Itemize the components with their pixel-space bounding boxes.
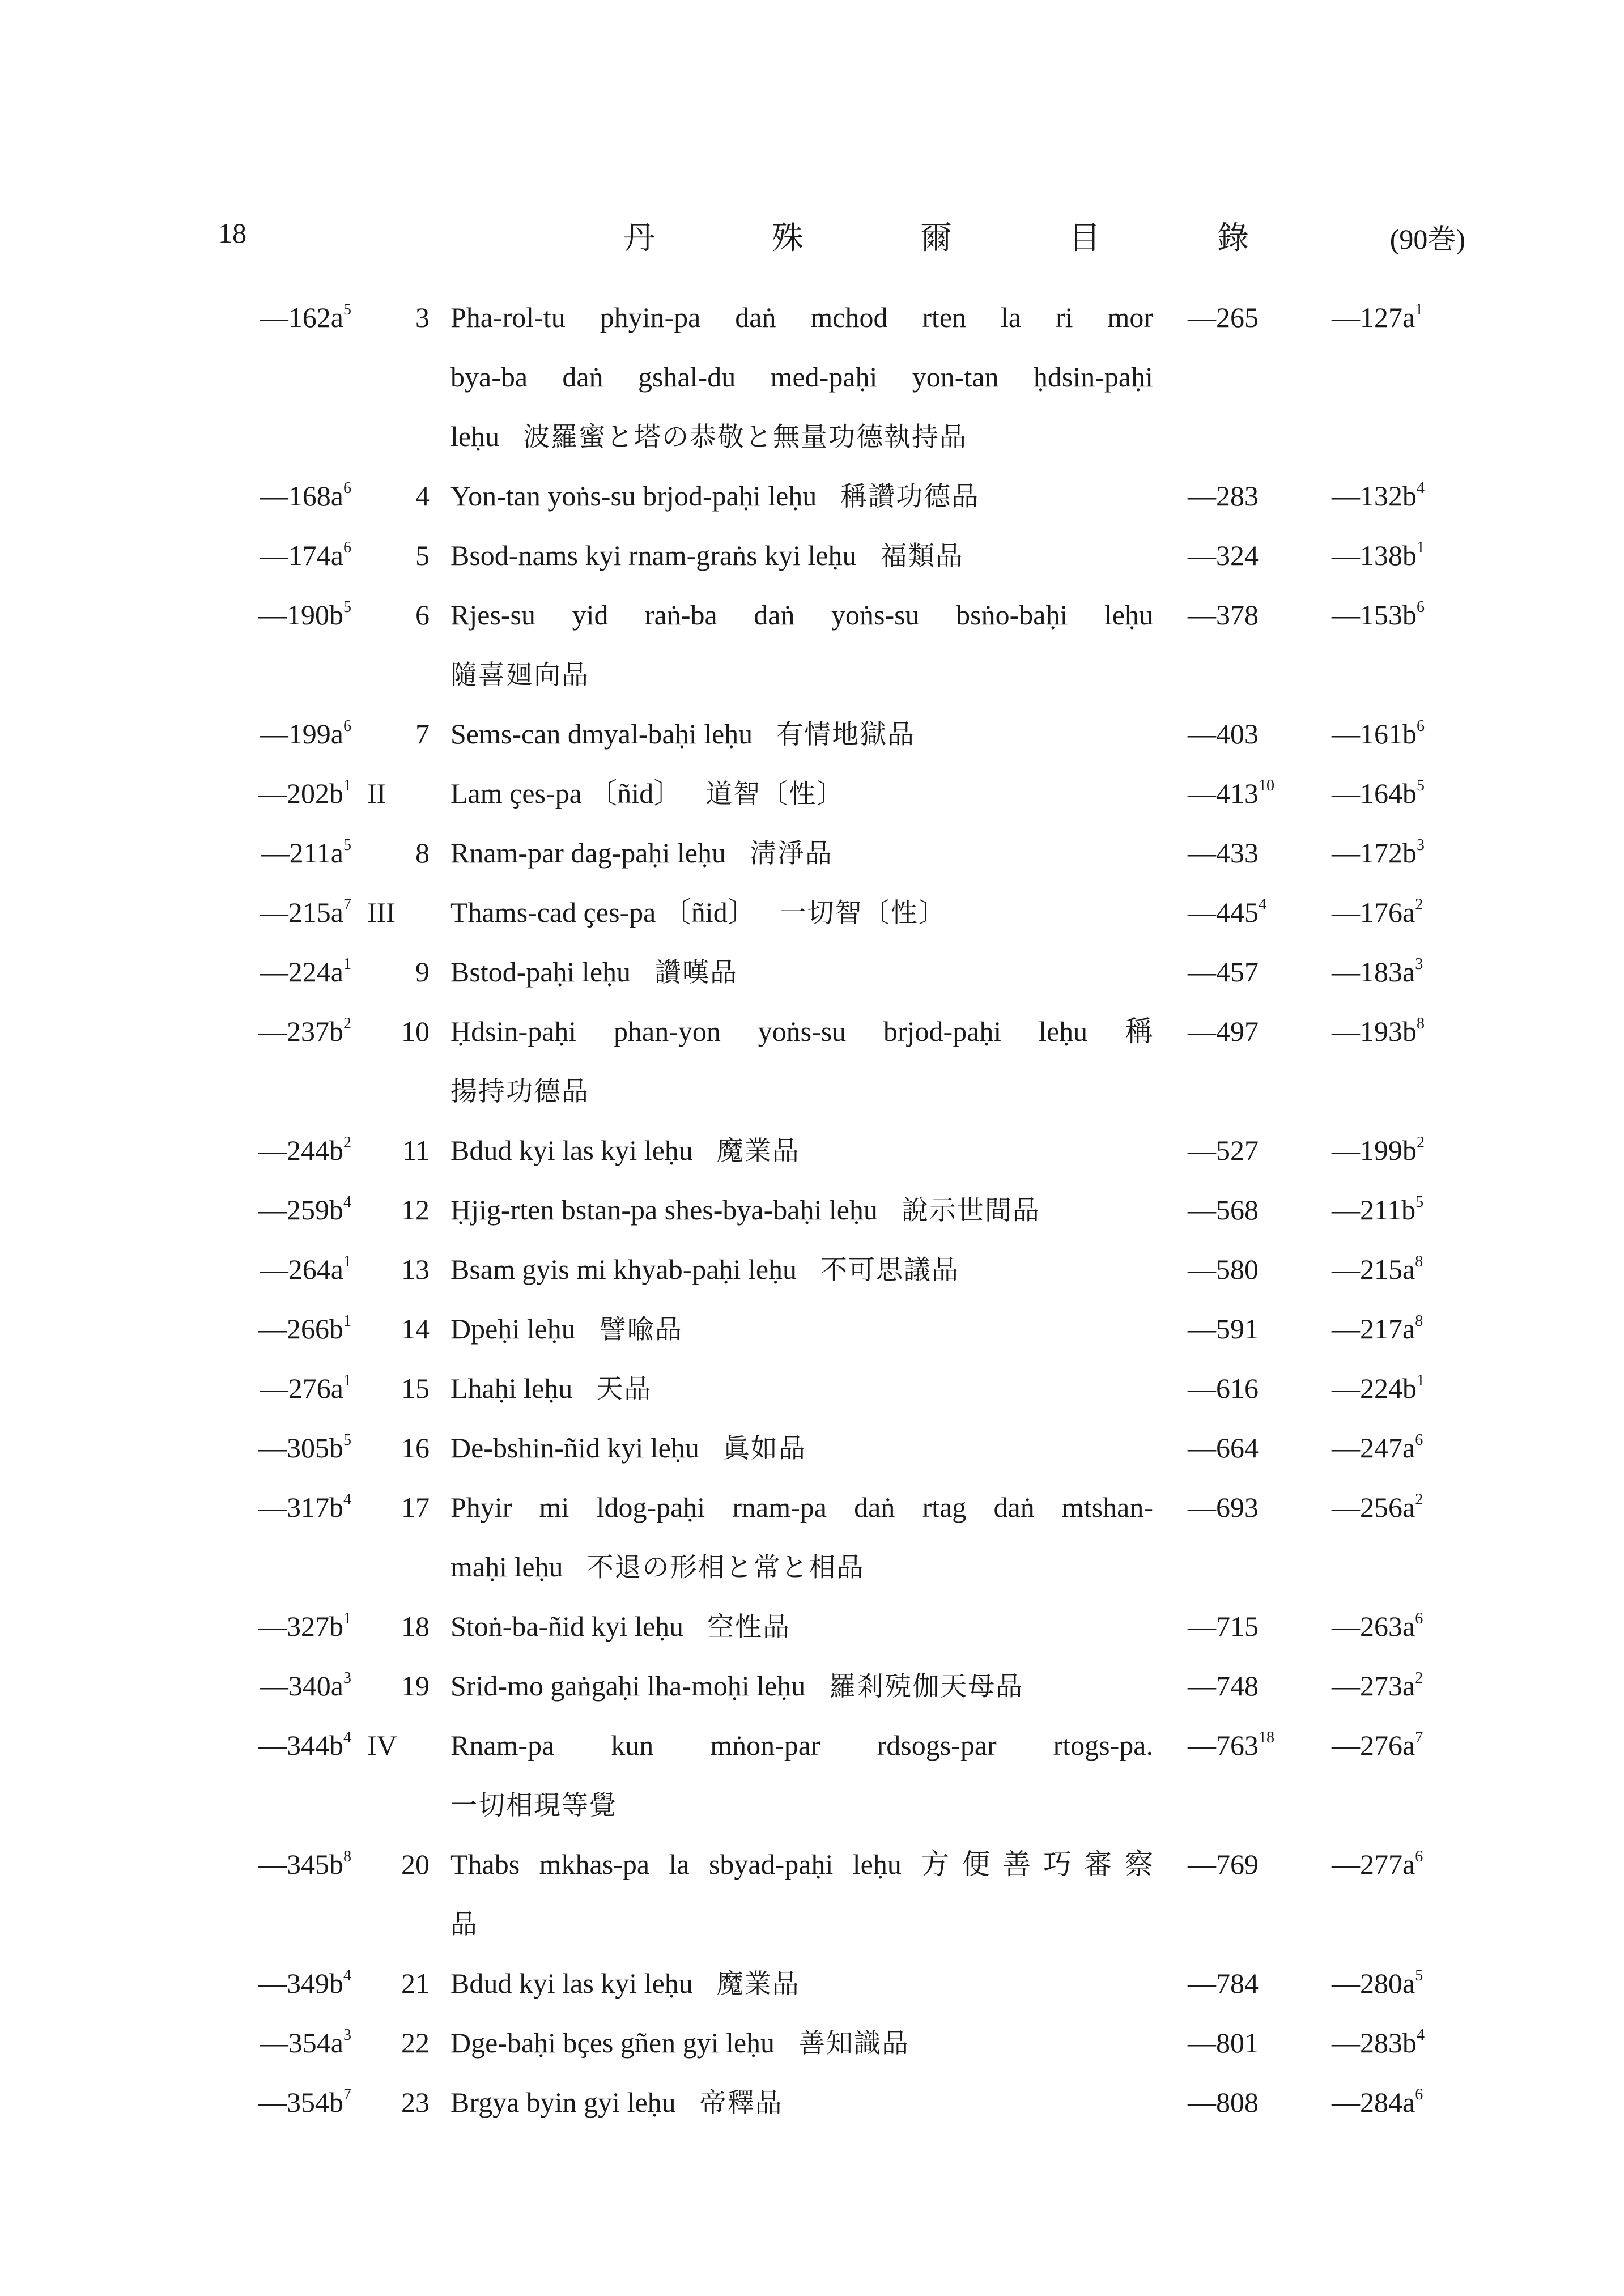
catalog-entry (0, 704, 1624, 764)
folio-reference: $—305b^5$ (258, 1431, 351, 1464)
chapter-title (450, 466, 1153, 526)
folio-reference: $—340a^3$ (260, 1669, 351, 1702)
chapter-number: 21 (401, 1967, 430, 1999)
japanese-title: 福類品 (880, 541, 964, 572)
title-line: Phyir mi ldog-paḥi rnam-pa daṅ rtag daṅ mtshan- (450, 1491, 1153, 1523)
superscript: 4 (1259, 896, 1266, 913)
superscript: 6 (1415, 1610, 1423, 1627)
title-line: Bstod-paḥi leḥu 讚嘆品 (450, 956, 738, 988)
page-reference: —378 (1188, 599, 1259, 631)
superscript: 2 (1415, 1491, 1423, 1508)
chapter-number: 17 (401, 1491, 430, 1523)
japanese-title: 波羅蜜と塔の恭敬と無量功德執持品 (523, 422, 968, 453)
title-line (450, 1061, 1153, 1121)
japanese-title: 有情地獄品 (776, 719, 916, 750)
superscript: 6 (1417, 717, 1425, 735)
folio-reference: $—199a^6$ (260, 717, 351, 750)
title-line: Rnam-pa kun mṅon-par rdsogs-par rtogs-pa. (450, 1729, 1153, 1761)
superscript: 8 (1415, 1312, 1423, 1330)
chapter-title (450, 526, 1153, 585)
chapter-number: 4 (415, 480, 430, 512)
title-line: Pha-rol-tu phyin-pa daṅ mchod rten la ri mor (450, 301, 1153, 333)
japanese-title: 魔業品 (716, 1968, 800, 2000)
superscript: 3 (343, 2026, 351, 2044)
superscript: 2 (1417, 1134, 1425, 1151)
page-reference: —283 (1188, 480, 1259, 512)
title-line: Bdud kyi las kyi leḥu 魔業品 (450, 1967, 800, 2000)
japanese-title: 空性品 (707, 1612, 791, 1643)
superscript: 3 (1417, 836, 1425, 854)
chapter-number: 23 (401, 2086, 430, 2118)
superscript: 1 (343, 955, 351, 973)
folio-reference: $—354a^3$ (260, 2026, 351, 2059)
page-reference: —808 (1188, 2086, 1259, 2118)
superscript: 4 (1417, 2026, 1425, 2044)
volume-label: (90巻) (1389, 223, 1465, 255)
folio-end-reference: $—138b^1$ (1332, 539, 1425, 571)
superscript: 4 (1417, 479, 1425, 497)
catalog-entry (0, 1656, 1624, 1716)
page-reference: —497 (1188, 1015, 1259, 1047)
page-reference: $—445^4$ (1188, 896, 1266, 928)
chapter-title (450, 1299, 1153, 1359)
chapter-number: 14 (401, 1313, 430, 1345)
title-line: Bsam gyis mi khyab-paḥi leḥu 不可思議品 (450, 1253, 960, 1286)
folio-end-reference: $—164b^5$ (1332, 777, 1425, 809)
folio-reference: $—162a^5$ (260, 301, 351, 333)
folio-end-reference: $—283b^4$ (1332, 2026, 1425, 2059)
chapter-title (450, 942, 1153, 1002)
superscript: 4 (343, 1491, 351, 1508)
catalog-entry (0, 288, 1624, 466)
superscript: 5 (1415, 1967, 1423, 1984)
page-reference: —748 (1188, 1670, 1259, 1702)
folio-end-reference: $—224b^1$ (1332, 1372, 1425, 1404)
chapter-number: IV (367, 1729, 397, 1761)
chapter-title (450, 1954, 1153, 2013)
chapter-number: 18 (401, 1610, 430, 1642)
catalog-entry (0, 1002, 1624, 1121)
page-reference: —457 (1188, 956, 1259, 988)
chapter-title (450, 823, 1153, 883)
superscript: 6 (1417, 598, 1425, 616)
folio-end-reference: $—127a^1$ (1332, 301, 1423, 333)
folio-end-reference: $—284a^6$ (1332, 2086, 1423, 2118)
title-line: Ḥjig-rten bstan-pa shes-bya-baḥi leḥu 說示世間品 (450, 1194, 1040, 1226)
title-line: Bsod-nams kyi rnam-graṅs kyi leḥu 福類品 (450, 539, 964, 572)
superscript: 5 (343, 301, 351, 318)
superscript: 2 (1415, 896, 1423, 913)
title-line: Rnam-par dag-paḥi leḥu 淸淨品 (450, 837, 833, 869)
folio-reference: $—190b^5$ (258, 598, 351, 631)
superscript: 6 (1415, 1848, 1423, 1865)
chapter-title (450, 764, 1153, 823)
superscript: 1 (1417, 539, 1425, 556)
chapter-number: III (367, 896, 396, 928)
catalog-entry (0, 1478, 1624, 1597)
chapter-number: 5 (415, 539, 430, 571)
chapter-number: 22 (401, 2027, 430, 2059)
superscript: 3 (1415, 955, 1423, 973)
page-reference: —433 (1188, 837, 1259, 869)
catalog-entry (0, 1716, 1624, 1835)
catalog-entry (0, 1597, 1624, 1656)
superscript: 6 (343, 539, 351, 556)
chapter-number: 13 (401, 1253, 430, 1285)
chapter-number: 3 (415, 301, 430, 333)
catalog-entry (0, 1180, 1624, 1240)
superscript: 2 (343, 1134, 351, 1151)
japanese-title: 隨喜廻向品 (450, 660, 589, 691)
catalog-table (0, 288, 1624, 2132)
title-line: Stoṅ-ba-ñid kyi leḥu 空性品 (450, 1610, 791, 1643)
page-reference: $—413^{10}$ (1188, 777, 1274, 809)
title-line: Lhaḥi leḥu 天品 (450, 1372, 652, 1405)
japanese-title: 不可思議品 (820, 1255, 960, 1286)
catalog-entry (0, 1359, 1624, 1418)
folio-end-reference: $—215a^8$ (1332, 1253, 1423, 1285)
folio-reference: $—354b^7$ (258, 2086, 351, 2118)
catalog-entry (0, 2073, 1624, 2132)
superscript: 5 (1415, 1193, 1424, 1211)
chapter-number: 11 (402, 1134, 430, 1166)
superscript: 4 (343, 1967, 351, 1984)
folio-reference: $—344b^4$ (258, 1729, 351, 1761)
superscript: 1 (343, 777, 351, 794)
chapter-number: 15 (401, 1372, 430, 1404)
japanese-title: 天品 (596, 1374, 652, 1405)
japanese-title: 道智〔性〕 (705, 779, 845, 810)
folio-end-reference: $—217a^8$ (1332, 1312, 1423, 1345)
superscript: 3 (343, 1669, 351, 1687)
chapter-title (450, 2073, 1153, 2132)
chapter-title (450, 585, 1153, 704)
folio-reference: $—168a^6$ (260, 479, 351, 512)
folio-reference: $—224a^1$ (260, 955, 351, 988)
chapter-title (450, 1418, 1153, 1478)
title-line: bya-ba daṅ gshal-du med-paḥi yon-tan ḥdsin-paḥi (450, 361, 1153, 393)
superscript: 18 (1259, 1729, 1274, 1746)
superscript: 5 (1417, 777, 1425, 794)
title-line: Dge-baḥi bҫes gñen gyi leḥu 善知識品 (450, 2027, 910, 2059)
chapter-title (450, 1597, 1153, 1656)
superscript: 1 (1415, 301, 1423, 318)
folio-end-reference: $—172b^3$ (1332, 836, 1425, 869)
superscript: 8 (1417, 1015, 1425, 1032)
title-line: Sems-can dmyal-baḥi leḥu 有情地獄品 (450, 718, 916, 750)
japanese-title: 善知識品 (798, 2028, 910, 2059)
folio-reference: $—244b^2$ (258, 1134, 351, 1166)
page-reference: —664 (1188, 1432, 1259, 1464)
chapter-title (450, 883, 1153, 942)
folio-end-reference: $—263a^6$ (1332, 1610, 1423, 1642)
catalog-entry (0, 2013, 1624, 2073)
folio-reference: $—266b^1$ (258, 1312, 351, 1345)
folio-end-reference: $—176a^2$ (1332, 896, 1423, 928)
superscript: 1 (343, 1610, 351, 1627)
page-reference: —693 (1188, 1491, 1259, 1523)
folio-reference: $—264a^1$ (260, 1253, 351, 1285)
chapter-number: 19 (401, 1670, 430, 1702)
superscript: 7 (1415, 1729, 1423, 1746)
page-number: 18 (218, 217, 246, 249)
superscript: 1 (1417, 1372, 1425, 1389)
japanese-title: 一切智〔性〕 (779, 898, 946, 929)
title-line: Thams-cad ҫes-pa 〔ñid〕 一切智〔性〕 (450, 896, 946, 929)
folio-reference: $—202b^1$ (258, 777, 351, 809)
folio-end-reference: $—211b^5$ (1332, 1193, 1424, 1226)
catalog-entry (0, 942, 1624, 1002)
chapter-title (450, 1835, 1153, 1954)
superscript: 2 (343, 1015, 351, 1032)
superscript: 6 (1415, 1431, 1423, 1449)
page-reference: —715 (1188, 1610, 1259, 1642)
japanese-title: 淸淨品 (749, 838, 833, 869)
japanese-title: 讚嘆品 (654, 957, 738, 988)
chapter-title (450, 1180, 1153, 1240)
catalog-entry (0, 1954, 1624, 2013)
chapter-title (450, 1478, 1153, 1597)
japanese-title: 不退の形相と常と相品 (586, 1552, 865, 1583)
japanese-title: 帝釋品 (699, 2087, 783, 2119)
folio-reference: $—317b^4$ (258, 1491, 351, 1523)
title-line: Brgya byin gyi leḥu 帝釋品 (450, 2086, 783, 2119)
superscript: 8 (1415, 1253, 1423, 1270)
chapter-title (450, 1240, 1153, 1299)
title-line: Yon-tan yoṅs-su brjod-paḥi leḥu 稱讚功德品 (450, 480, 980, 512)
superscript: 4 (343, 1193, 351, 1211)
folio-reference: $—349b^4$ (258, 1967, 351, 1999)
catalog-entry (0, 585, 1624, 704)
superscript: 1 (343, 1253, 351, 1270)
catalog-entry (0, 1240, 1624, 1299)
folio-end-reference: $—273a^2$ (1332, 1669, 1423, 1702)
japanese-title: 眞如品 (722, 1433, 806, 1464)
folio-reference: $—237b^2$ (258, 1015, 351, 1047)
title-line (450, 1775, 1153, 1835)
chapter-number: II (367, 777, 386, 809)
chapter-number: 10 (401, 1015, 430, 1047)
japanese-title: 稱讚功德品 (840, 481, 980, 512)
chapter-title (450, 1716, 1153, 1835)
superscript: 5 (343, 598, 351, 616)
superscript: 10 (1259, 777, 1274, 794)
chapter-title (450, 2013, 1153, 2073)
catalog-entry (0, 1835, 1624, 1954)
title-line: Lam ҫes-pa 〔ñid〕 道智〔性〕 (450, 777, 845, 810)
catalog-entry (0, 823, 1624, 883)
japanese-title: 羅剎殑伽天母品 (829, 1671, 1024, 1702)
title-line (450, 1894, 1153, 1954)
folio-reference: $—259b^4$ (258, 1193, 351, 1226)
superscript: 7 (343, 896, 351, 913)
page-reference: —265 (1188, 301, 1259, 333)
title-line: leḥu 波羅蜜と塔の恭敬と無量功德執持品 (450, 420, 968, 453)
chapter-number: 9 (415, 956, 430, 988)
page-reference: —403 (1188, 718, 1259, 750)
page-reference: —616 (1188, 1372, 1259, 1404)
chapter-number: 12 (401, 1194, 430, 1226)
folio-end-reference: $—193b^8$ (1332, 1015, 1425, 1047)
superscript: 6 (1415, 2086, 1423, 2103)
superscript: 1 (343, 1312, 351, 1330)
folio-end-reference: $—132b^4$ (1332, 479, 1425, 512)
catalog-entry (0, 1121, 1624, 1180)
page-reference: —568 (1188, 1194, 1259, 1226)
chapter-number: 6 (415, 599, 430, 631)
title-line: Rjes-su yid raṅ-ba daṅ yoṅs-su bsṅo-baḥi leḥu (450, 599, 1153, 631)
page-reference: —784 (1188, 1967, 1259, 1999)
page-reference: $—763^{18}$ (1188, 1729, 1274, 1761)
folio-reference: $—327b^1$ (258, 1610, 351, 1642)
title-line: Ḥdsin-paḥi phan-yon yoṅs-su brjod-paḥi leḥu 稱 (450, 1015, 1153, 1047)
chapter-number: 16 (401, 1432, 430, 1464)
folio-end-reference: $—153b^6$ (1332, 598, 1425, 631)
superscript: 8 (343, 1848, 351, 1865)
folio-reference: $—174a^6$ (260, 539, 351, 571)
catalog-entry (0, 883, 1624, 942)
folio-end-reference: $—183a^3$ (1332, 955, 1423, 988)
catalog-entry (0, 1299, 1624, 1359)
folio-end-reference: $—280a^5$ (1332, 1967, 1423, 1999)
title-line: maḥi leḥu 不退の形相と常と相品 (450, 1551, 865, 1583)
folio-reference: $—276a^1$ (260, 1372, 351, 1404)
folio-reference: $—215a^7$ (260, 896, 351, 928)
japanese-title: 說示世間品 (901, 1195, 1040, 1226)
superscript: 1 (343, 1372, 351, 1389)
japanese-title: 譬喩品 (599, 1314, 683, 1345)
title-line: Bdud kyi las kyi leḥu 魔業品 (450, 1134, 800, 1167)
chapter-title (450, 1359, 1153, 1418)
page-title: 丹 殊 爾 目 錄 (623, 221, 1303, 256)
title-line (450, 645, 1153, 704)
chapter-title (450, 704, 1153, 764)
chapter-title (450, 1002, 1153, 1121)
chapter-number: 8 (415, 837, 430, 869)
catalog-entry (0, 764, 1624, 823)
japanese-title: 魔業品 (716, 1136, 800, 1167)
title-line: De-bshin-ñid kyi leḥu 眞如品 (450, 1432, 806, 1464)
catalog-entry (0, 526, 1624, 585)
chapter-number: 7 (415, 718, 430, 750)
folio-end-reference: $—277a^6$ (1332, 1848, 1423, 1880)
superscript: 5 (343, 1431, 351, 1449)
folio-end-reference: $—276a^7$ (1332, 1729, 1423, 1761)
page-reference: —801 (1188, 2027, 1259, 2059)
title-line: Dpeḥi leḥu 譬喩品 (450, 1313, 683, 1345)
folio-reference: $—345b^8$ (258, 1848, 351, 1880)
superscript: 5 (343, 836, 351, 854)
catalog-entry (0, 1418, 1624, 1478)
superscript: 7 (343, 2086, 351, 2103)
page-reference: —769 (1188, 1848, 1259, 1880)
folio-reference: $—211a^5$ (261, 836, 351, 869)
superscript: 4 (343, 1729, 351, 1746)
japanese-title: 揚持功德品 (450, 1076, 589, 1107)
chapter-title (450, 288, 1153, 466)
page-reference: —527 (1188, 1134, 1259, 1166)
chapter-number: 20 (401, 1848, 430, 1880)
page-reference: —580 (1188, 1253, 1259, 1285)
catalog-entry (0, 466, 1624, 526)
superscript: 6 (343, 479, 351, 497)
folio-end-reference: $—199b^2$ (1332, 1134, 1425, 1166)
page-reference: —591 (1188, 1313, 1259, 1345)
folio-end-reference: $—256a^2$ (1332, 1491, 1423, 1523)
chapter-title (450, 1656, 1153, 1716)
japanese-title: 品 (450, 1909, 478, 1940)
folio-end-reference: $—161b^6$ (1332, 717, 1425, 750)
superscript: 6 (343, 717, 351, 735)
title-line: Thabs mkhas-pa la sbyad-paḥi leḥu 方便善巧審察 (450, 1848, 1153, 1880)
folio-end-reference: $—247a^6$ (1332, 1431, 1423, 1464)
title-line: Srid-mo gaṅgaḥi lha-moḥi leḥu 羅剎殑伽天母品 (450, 1670, 1024, 1702)
chapter-title (450, 1121, 1153, 1180)
page-reference: —324 (1188, 539, 1259, 571)
japanese-title: 一切相現等覺 (450, 1790, 617, 1821)
superscript: 2 (1415, 1669, 1423, 1687)
